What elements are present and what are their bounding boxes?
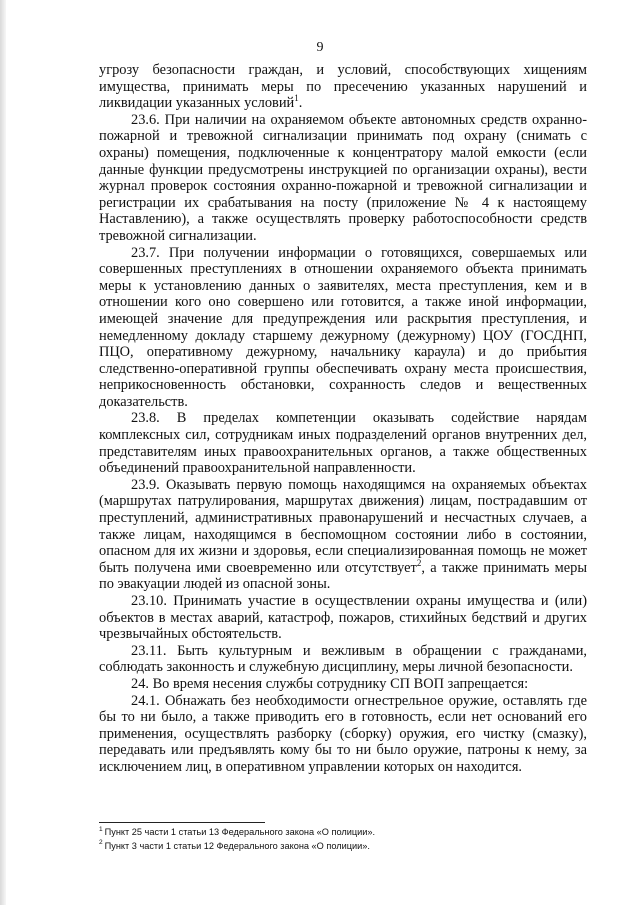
footnote-ref-1[interactable]: 1 bbox=[294, 93, 299, 104]
paragraph-text-after: , а также принимать меры по эвакуации людей из опасной зоны. bbox=[99, 559, 587, 593]
paragraph-23-9 bbox=[99, 477, 587, 593]
footnote-text: Пункт 3 части 1 статьи 12 Федерального закона «О полиции». bbox=[104, 840, 370, 851]
paragraph-text: 23.11. Быть культурным и вежливым в обращении с гражданами, соблюдать законность и служебную дисциплину, меры личной безопасности. bbox=[99, 642, 587, 676]
paragraph-text: 24.1. Обнажать без необходимости огнестрельное оружие, оставлять где бы то ни было, а также приводить его в готовность, если нет оснований его применения, осуществлять разборку (сборку) оружия, его чистку (смазку), передавать или предъявлять кому бы то ни было оружие, патроны к нему, за исключением лиц, в оперативном управлении которых он находится. bbox=[99, 692, 587, 775]
paragraph-24-1 bbox=[99, 693, 587, 776]
footnote-mark: 1 bbox=[99, 825, 103, 833]
footnote-text: Пункт 25 части 1 статьи 13 Федерального закона «О полиции». bbox=[104, 827, 376, 837]
page-number: 9 bbox=[316, 40, 324, 55]
paragraph-23-10 bbox=[99, 593, 587, 643]
footnote-mark: 2 bbox=[99, 839, 103, 847]
scan-binding-edge bbox=[0, 0, 6, 905]
paragraph-text: 24. Во время несения службы сотруднику СП ВОП запрещается: bbox=[131, 675, 529, 692]
paragraph-text: 23.9. Оказывать первую помощь находящимся на охраняемых объектах (маршрутах патрулирования, маршрутах движения) лицам, пострадавшим от преступлений, административных правонарушений и несчастных случаев, а также лицам, находящимся в беспомощном состоянии либо в состоянии, опасном для их жизни и здоровья, если специализированная помощь не может быть получена ими своевременно или отсутствует bbox=[99, 476, 587, 576]
paragraph-24 bbox=[99, 676, 587, 693]
paragraph-23-11 bbox=[99, 643, 587, 676]
document-body bbox=[99, 62, 587, 776]
paragraph-23-8 bbox=[99, 410, 587, 476]
paragraph-23-7 bbox=[99, 245, 587, 411]
footnotes bbox=[99, 826, 587, 853]
footnote-2 bbox=[99, 840, 587, 854]
paragraph-23-6 bbox=[99, 112, 587, 245]
paragraph-continuation bbox=[99, 62, 587, 112]
footnote-divider bbox=[99, 822, 265, 823]
paragraph-text: 23.8. В пределах компетенции оказывать содействие нарядам комплексных сил, сотрудникам иных подразделений органов внутренних дел, представителям иных правоохранительных органов, а также общественных объединений правоохранительной направленности. bbox=[99, 410, 587, 477]
paragraph-text: угрозу безопасности граждан, и условий, способствующих хищениям имущества, принимать меры по пресечению указанных нарушений и ликвидации указанных условий bbox=[99, 62, 587, 112]
footnote-ref-2[interactable]: 2 bbox=[416, 558, 422, 569]
paragraph-text-after: . bbox=[298, 95, 303, 112]
footnote-1 bbox=[99, 826, 587, 840]
paragraph-text: 23.10. Принимать участие в осуществлении охраны имущества и (или) объектов в местах аварий, катастроф, пожаров, стихийных бедствий и других чрезвычайных обстоятельств. bbox=[99, 593, 587, 643]
paragraph-text: 23.7. При получении информации о готовящихся, совершаемых или совершенных преступлениях в отношении охраняемого объекта принимать меры к установлению данных о заявителях, места преступления, кем и в отношении кого оно совершено или готовится, а также иной информации, имеющей значение для предупреждения или раскрытия преступления, и немедленному докладу старшему дежурному (дежурному) ЦОУ (ГОСДНП, ПЦО, оперативному дежурному, начальнику караула) и до прибытия следственно-оперативной группы обеспечивать охрану места происшествия, неприкосновенность обстановки, сохранность следов и вещественных доказательств. bbox=[99, 244, 587, 410]
paragraph-text: 23.6. При наличии на охраняемом объекте автономных средств охранно-пожарной и тревожной сигнализации принимать под охрану (снимать с охраны) помещения, подключенные к концентратору малой емкости (если данные функции предусмотрены инструкцией по организации охраны), вести журнал проверок состояния охранно-пожарной и тревожной сигнализации и регистрации их срабатывания на посту (приложение № 4 к настоящему Наставлению), а также осуществлять проверку работоспособности средств тревожной сигнализации. bbox=[99, 111, 587, 244]
